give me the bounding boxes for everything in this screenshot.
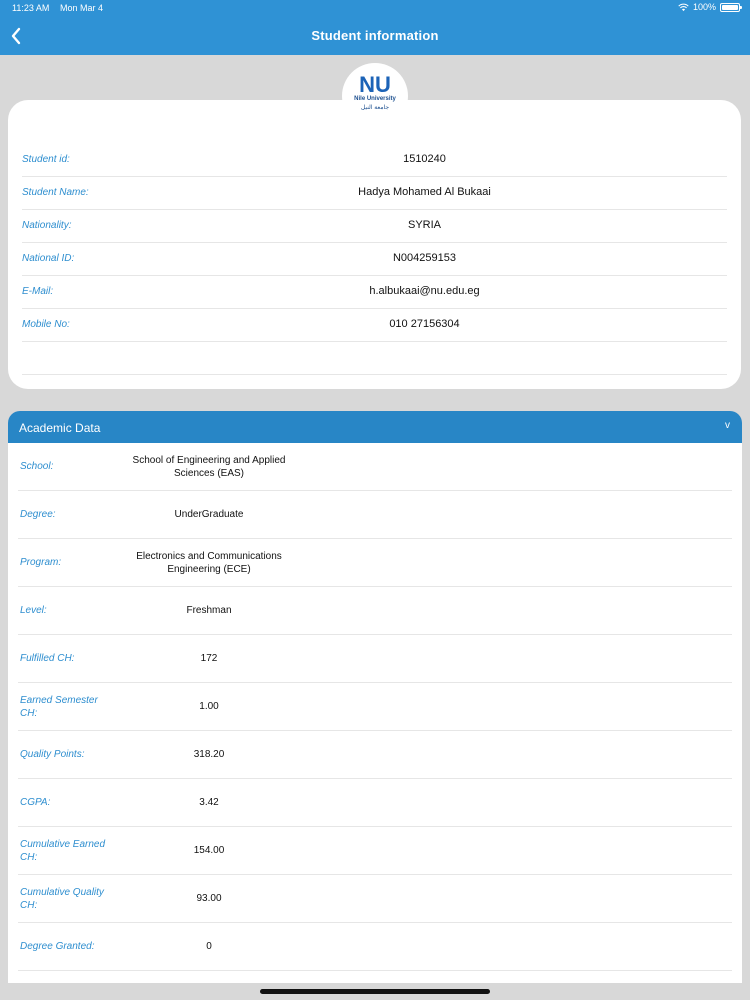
acad-label: Degree Granted: <box>20 941 95 952</box>
acad-row-cumulative-quality-ch <box>18 875 732 923</box>
logo-text: NU <box>359 73 391 95</box>
acad-value: 93.00 <box>196 893 222 904</box>
info-row-student-id <box>22 144 727 177</box>
acad-value: 318.20 <box>193 749 225 760</box>
status-right <box>678 2 740 12</box>
info-label: Student Name: <box>22 187 89 198</box>
acad-row-quality-points <box>18 731 732 779</box>
acad-row-degree-granted <box>18 923 732 971</box>
info-value: h.albukaai@nu.edu.eg <box>369 285 480 297</box>
logo-english-name: Nile University <box>354 96 396 102</box>
acad-label: Level: <box>20 605 47 616</box>
info-row-nationality <box>22 210 727 243</box>
acad-label: Program: <box>20 557 62 568</box>
info-label: Student id: <box>22 154 70 165</box>
info-row-national-id <box>22 243 727 276</box>
info-value: 1510240 <box>403 153 446 165</box>
acad-label: Quality Points: <box>20 749 85 760</box>
acad-row-degree <box>18 491 732 539</box>
status-time: 11:23 AM <box>12 3 50 13</box>
info-value: Hadya Mohamed Al Bukaai <box>358 186 491 198</box>
academic-data-header[interactable] <box>8 411 742 443</box>
nav-bar <box>0 17 750 55</box>
university-logo <box>342 63 408 129</box>
academic-data-title: Academic Data <box>19 421 101 435</box>
home-indicator[interactable] <box>260 989 490 994</box>
expand-toggle-icon[interactable]: v <box>725 420 730 431</box>
student-info-card <box>8 100 741 389</box>
acad-value: 3.42 <box>199 797 219 808</box>
nu-logo-mark <box>352 73 398 95</box>
student-info-list <box>22 144 727 375</box>
acad-label: CGPA: <box>20 797 51 808</box>
acad-value: UnderGraduate <box>174 509 244 520</box>
info-label: E-Mail: <box>22 286 54 297</box>
acad-label: Fulfilled CH: <box>20 653 75 664</box>
academic-data-list <box>8 443 742 983</box>
acad-row-level <box>18 587 732 635</box>
acad-value: Freshman <box>186 605 232 616</box>
wifi-icon <box>678 3 689 12</box>
acad-value: Electronics and Communications Engineering (ECE) <box>136 550 282 575</box>
info-row-mobile <box>22 309 727 342</box>
battery-percent: 100% <box>692 2 716 12</box>
acad-value: 0 <box>206 941 212 952</box>
page-title: Student information <box>311 28 439 43</box>
acad-label: Cumulative Quality CH: <box>20 886 104 911</box>
acad-row-cumulative-earned-ch <box>18 827 732 875</box>
info-label: National ID: <box>22 253 75 264</box>
acad-label: School: <box>20 461 54 472</box>
acad-value: School of Engineering and Applied Sciences (EAS) <box>132 454 286 479</box>
info-value: SYRIA <box>407 219 441 231</box>
info-label: Mobile No: <box>22 319 70 330</box>
acad-row-program <box>18 539 732 587</box>
status-bar <box>0 0 750 17</box>
info-row-email <box>22 276 727 309</box>
acad-label: Earned Semester CH: <box>20 694 98 719</box>
info-label: Nationality: <box>22 220 72 231</box>
info-value: N004259153 <box>392 252 456 264</box>
acad-label: Cumulative Earned CH: <box>20 838 106 863</box>
acad-row-school <box>18 443 732 491</box>
acad-label: Degree: <box>20 509 56 520</box>
status-date: Mon Mar 4 <box>60 3 104 13</box>
acad-value: 1.00 <box>199 701 219 712</box>
acad-row-earned-semester-ch <box>18 683 732 731</box>
info-row-student-name <box>22 177 727 210</box>
info-value: 010 27156304 <box>389 318 460 330</box>
logo-arabic-name: جامعة النيل <box>360 105 390 111</box>
acad-value: 154.00 <box>193 845 225 856</box>
acad-row-cgpa <box>18 779 732 827</box>
acad-row-fulfilled-ch <box>18 635 732 683</box>
battery-icon <box>720 3 740 12</box>
info-row-empty <box>22 342 727 375</box>
acad-value: 172 <box>200 653 218 664</box>
